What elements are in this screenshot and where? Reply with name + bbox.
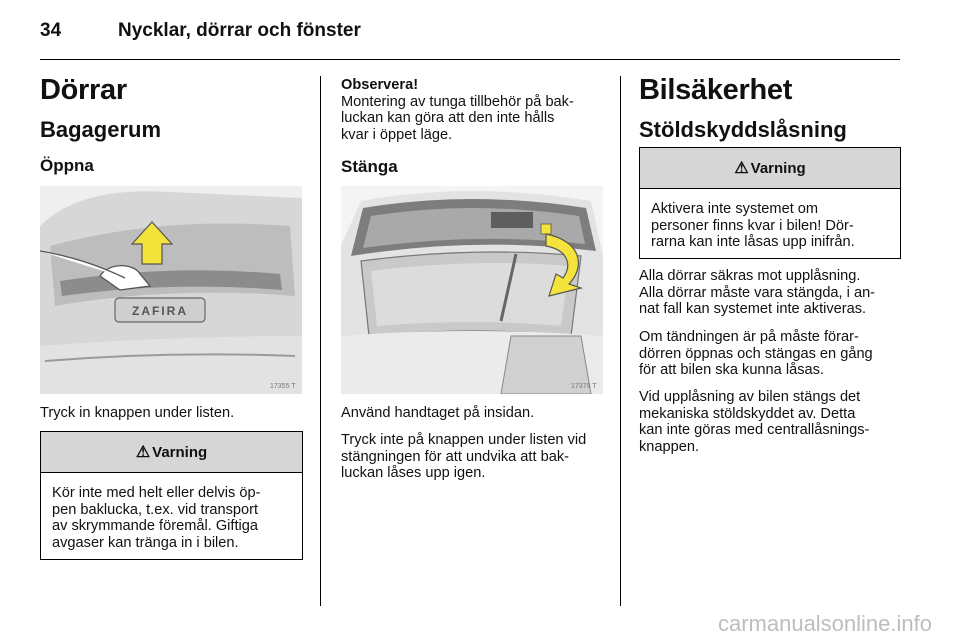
trunk-close-illustration xyxy=(341,186,603,394)
warning-line: rarna kan inte låsas upp inifrån. xyxy=(651,234,855,251)
para-line: luckan låses upp igen. xyxy=(341,465,486,482)
warning-box-open xyxy=(40,431,303,560)
note-line: Montering av tunga tillbehör på bak- xyxy=(341,93,574,110)
para-line: Tryck inte på knappen under listen vid xyxy=(341,432,587,448)
warning-line: av skrymmande föremål. Giftiga xyxy=(52,518,259,535)
warning-box-antitheft xyxy=(639,147,901,259)
warning-title: Varning xyxy=(750,159,806,177)
warning-text xyxy=(41,473,302,561)
warning-line: avgaser kan tränga in i bilen. xyxy=(52,534,239,551)
warning-triangle-icon: ⚠ xyxy=(734,160,749,177)
image-code-17355: 17355 T xyxy=(270,383,296,390)
warning-triangle-icon: ⚠ xyxy=(135,444,151,461)
para-line: Om tändningen är på måste förar- xyxy=(639,329,859,345)
para-line: mekaniska stöldskyddet av. Detta xyxy=(639,405,856,422)
warning-header xyxy=(640,148,900,189)
heading-doors: Dörrar xyxy=(40,74,127,106)
para-line: för att bilen ska kunna låsas. xyxy=(639,362,824,379)
warning-line: pen baklucka, t.ex. vid transport xyxy=(52,501,259,518)
para-line: Alla dörrar måste vara stängda, i an- xyxy=(639,284,876,301)
running-header-title: Nycklar, dörrar och fönster xyxy=(118,20,361,41)
caption-press-button: Tryck in knappen under listen. xyxy=(40,405,235,421)
watermark: carmanualsonline.info xyxy=(717,611,932,636)
para-line: stängningen för att undvika att bak- xyxy=(341,448,569,465)
para-line: Alla dörrar säkras mot upplåsning. xyxy=(639,268,861,284)
para-line: Vid upplåsning av bilen stängs det xyxy=(639,389,861,405)
para-line: dörren öppnas och stängas en gång xyxy=(639,345,873,362)
heading-close: Stänga xyxy=(341,157,398,176)
warning-line: personer finns kvar i bilen! Dör- xyxy=(651,217,854,234)
warning-title: Varning xyxy=(152,443,208,461)
trunk-open-illustration xyxy=(40,186,302,394)
warning-line: Aktivera inte systemet om xyxy=(651,201,819,217)
warning-text xyxy=(640,189,900,261)
warning-header xyxy=(41,432,302,473)
note-title: Observera! xyxy=(341,77,419,93)
note-line: luckan kan göra att den inte hålls xyxy=(341,110,555,127)
zafira-badge-text: ZAFIRA xyxy=(132,304,188,318)
page-number: 34 xyxy=(40,20,62,41)
heading-car-security: Bilsäkerhet xyxy=(639,74,793,106)
image-code-17379: 17379 T xyxy=(571,383,597,390)
heading-trunk: Bagagerum xyxy=(40,117,162,142)
para-dont-press xyxy=(341,432,611,482)
note-block xyxy=(341,77,606,143)
heading-open: Öppna xyxy=(40,156,94,175)
para-unlocking xyxy=(639,389,914,455)
header-rule xyxy=(40,59,900,60)
para-ignition xyxy=(639,329,914,379)
para-all-doors xyxy=(639,268,914,318)
heading-anti-theft: Stöldskyddslåsning xyxy=(639,117,847,142)
column-divider-2 xyxy=(620,76,621,606)
para-line: knappen. xyxy=(639,438,700,455)
note-line: kvar i öppet läge. xyxy=(341,126,453,143)
para-line: kan inte göras med centrallåsnings- xyxy=(639,422,870,439)
para-use-handle: Använd handtaget på insidan. xyxy=(341,405,535,421)
para-line: nat fall kan systemet inte aktiveras. xyxy=(639,301,867,318)
warning-line: Kör inte med helt eller delvis öp- xyxy=(52,485,261,501)
column-divider-1 xyxy=(320,76,321,606)
